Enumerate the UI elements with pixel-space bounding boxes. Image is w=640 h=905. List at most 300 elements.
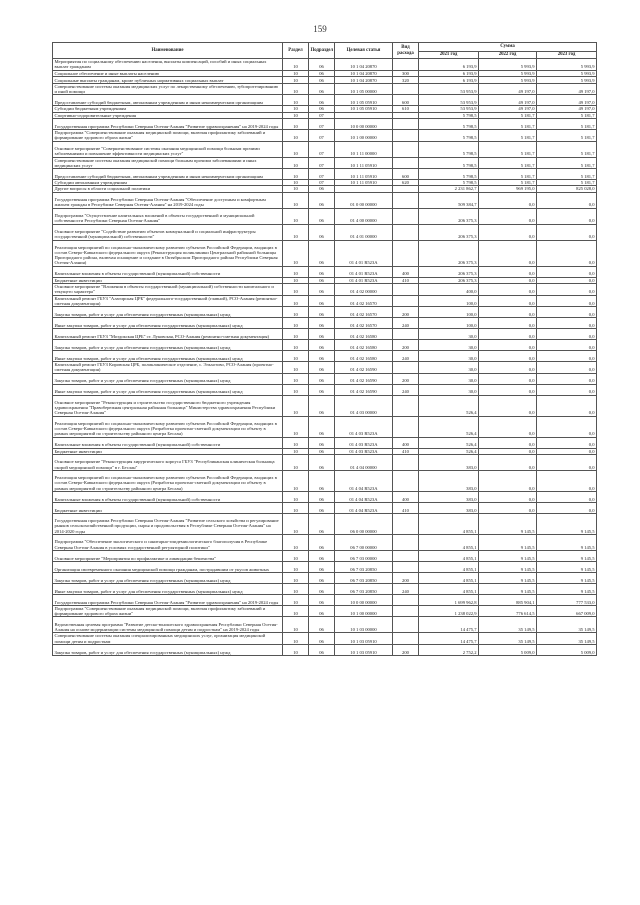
row-name: Бюджетные инвестиции	[53, 277, 283, 283]
table-row	[53, 129, 597, 141]
row-sum-2021: 5 798,5	[419, 118, 479, 129]
row-subsection: 06	[309, 550, 335, 561]
header-target: Целевая статья	[335, 43, 393, 59]
row-target: 10 1 04 20870	[335, 70, 393, 76]
table-row	[53, 645, 597, 656]
row-sum-2022: 0,0	[479, 266, 537, 277]
row-expense	[393, 129, 419, 141]
row-section: 10	[283, 550, 309, 561]
row-section: 10	[283, 169, 309, 180]
row-sum-2021: 206 375,3	[419, 266, 479, 277]
row-subsection: 06	[309, 318, 335, 329]
row-sum-2022: 969 195,0	[479, 186, 537, 192]
row-target: 10 1 04 20870	[335, 76, 393, 83]
row-section: 10	[283, 192, 309, 208]
row-expense: 600	[393, 95, 419, 106]
row-subsection: 06	[309, 534, 335, 550]
row-target: 10 1 05 05910	[335, 95, 393, 106]
row-target: 01 4 04 R523A	[335, 502, 393, 513]
row-target: 10 1 11 00000	[335, 141, 393, 157]
table-row	[53, 318, 597, 329]
row-subsection: 06	[309, 186, 335, 192]
row-target: 06 0 00 00000	[335, 513, 393, 534]
row-sum-2022: 9 145,5	[479, 572, 537, 583]
row-sum-2023: 5 009,0	[537, 645, 597, 656]
row-sum-2022: 0,0	[479, 277, 537, 283]
row-name: Капитальный ремонт ГБУЗ "Моздокская ЦРБ" ст. Луковская, РСО-Алания (ремонтно-сметная документация)	[53, 329, 283, 340]
table-row	[53, 208, 597, 224]
row-expense	[393, 192, 419, 208]
row-name: Основное мероприятие "Вложения в объекты государственной (муниципальной) собственности капитального и текущего характера"	[53, 283, 283, 295]
row-sum-2023: 825 028,0	[537, 186, 597, 192]
row-sum-2023: 35 149,5	[537, 633, 597, 645]
row-section: 10	[283, 283, 309, 295]
row-name: Капитальные вложения в объекты государственной (муниципальной) собственности	[53, 491, 283, 502]
row-sum-2021: 4 855,1	[419, 583, 479, 594]
row-sum-2022: 0,0	[479, 192, 537, 208]
row-name: Основное мероприятие "Совершенствование системы оказания медицинской помощи больным прочими заболеваниями и повышение эффективности медицинских услуг"	[53, 141, 283, 157]
table-row	[53, 594, 597, 605]
row-target: 06 7 03 20850	[335, 583, 393, 594]
row-section: 10	[283, 180, 309, 186]
row-sum-2023: 5 181,7	[537, 141, 597, 157]
row-section: 10	[283, 329, 309, 340]
row-target: 01 4 03 00000	[335, 395, 393, 416]
row-name: Государственная программа Республики Северная Осетия-Алания "Развитие здравоохранения" на 2019-2024 годы	[53, 594, 283, 605]
row-target: 01 4 02 16590	[335, 384, 393, 395]
table-row	[53, 395, 597, 416]
row-subsection: 06	[309, 224, 335, 240]
row-sum-2023: 0,0	[537, 437, 597, 448]
row-sum-2022: 5 181,7	[479, 180, 537, 186]
row-target: 01 4 04 00000	[335, 454, 393, 470]
row-section: 10	[283, 395, 309, 416]
row-subsection: 06	[309, 454, 335, 470]
row-name: Бюджетные инвестиции	[53, 502, 283, 513]
row-section: 10	[283, 95, 309, 106]
row-sum-2022: 0,0	[479, 295, 537, 307]
row-sum-2022: 0,0	[479, 373, 537, 384]
table-row	[53, 329, 597, 340]
row-sum-2023: 49 197,0	[537, 106, 597, 112]
row-subsection: 06	[309, 95, 335, 106]
row-subsection: 06	[309, 351, 335, 362]
page-number: 159	[313, 24, 327, 34]
row-subsection: 06	[309, 76, 335, 83]
row-target: 01 4 04 R523A	[335, 491, 393, 502]
row-name: Закупка товаров, работ и услуг для обеспечения государственных (муниципальных) нужд	[53, 572, 283, 583]
row-name: Иные закупки товаров, работ и услуг для обеспечения государственных (муниципальных) нужд	[53, 318, 283, 329]
row-name: Реализация мероприятий по социально-экономическому развитию субъектов Российской Федерации, входящих в состав Северо-Кавказского федерального округа (Реконструкция поликлиники Центральной районной больницы Пригородного района, включая оснащение и создание в Октябрьском Пригородного района Республики Северная Осетия-Алания)	[53, 240, 283, 266]
row-subsection: 06	[309, 617, 335, 633]
row-sum-2022: 9 145,5	[479, 583, 537, 594]
table-row	[53, 295, 597, 307]
row-section: 10	[283, 318, 309, 329]
row-sum-2022: 5 181,7	[479, 141, 537, 157]
row-expense: 200	[393, 645, 419, 656]
row-section: 10	[283, 129, 309, 141]
row-target: 01 4 02 16580	[335, 351, 393, 362]
row-target: 01 4 02 16570	[335, 318, 393, 329]
table-row	[53, 224, 597, 240]
row-sum-2022: 9 145,5	[479, 550, 537, 561]
row-sum-2021: 206 375,3	[419, 240, 479, 266]
row-expense	[393, 605, 419, 617]
row-section: 10	[283, 277, 309, 283]
row-sum-2023: 35 149,5	[537, 617, 597, 633]
row-sum-2021: 5 798,5	[419, 169, 479, 180]
row-expense	[393, 416, 419, 437]
row-name: Основное мероприятие "Реконструкция и строительство государственного бюджетного учреждения здравоохранения "Правобережная центральная районная больница" Министерства здравоохранения Республики Северная Осетия-Алания"	[53, 395, 283, 416]
row-subsection: 06	[309, 277, 335, 283]
row-subsection: 06	[309, 70, 335, 76]
row-sum-2022: 0,0	[479, 208, 537, 224]
table-header	[53, 43, 597, 59]
row-expense: 200	[393, 340, 419, 351]
row-section: 10	[283, 106, 309, 112]
row-sum-2022: 5 181,7	[479, 129, 537, 141]
row-sum-2023: 5 181,7	[537, 118, 597, 129]
row-sum-2022: 49 197,0	[479, 95, 537, 106]
row-target: 01 4 02 16570	[335, 307, 393, 318]
row-name: Основное мероприятие "Содействие развитию объектов коммунальной и социальной инфраструктуры государственной (муниципальной) собственности"	[53, 224, 283, 240]
row-subsection: 06	[309, 502, 335, 513]
row-section: 10	[283, 534, 309, 550]
row-target: 01 4 02 00000	[335, 283, 393, 295]
row-sum-2022: 0,0	[479, 448, 537, 454]
row-sum-2022: 5 181,7	[479, 157, 537, 169]
row-target: 01 4 02 16570	[335, 295, 393, 307]
row-sum-2021: 206 375,3	[419, 277, 479, 283]
row-sum-2023: 0,0	[537, 208, 597, 224]
row-section: 10	[283, 118, 309, 129]
row-expense	[393, 470, 419, 491]
row-target: 10 1 03 05910	[335, 633, 393, 645]
row-name: Иные закупки товаров, работ и услуг для обеспечения государственных (муниципальных) нужд	[53, 351, 283, 362]
row-name: Основное мероприятие "Мероприятия по профилактике и ликвидации бешенства"	[53, 550, 283, 561]
row-sum-2023: 0,0	[537, 384, 597, 395]
row-target: 06 7 03 20850	[335, 572, 393, 583]
row-expense: 610	[393, 106, 419, 112]
row-subsection: 07	[309, 180, 335, 186]
header-subsection: Подраздел	[309, 43, 335, 59]
row-name: Мероприятия по социальному обеспечению населения, выплаты компенсаций, пособий и иных социальных выплат гражданам	[53, 59, 283, 71]
row-sum-2023: 5 181,7	[537, 169, 597, 180]
row-section: 10	[283, 561, 309, 572]
budget-table	[52, 42, 597, 656]
row-target: 01 4 01 R523A	[335, 266, 393, 277]
row-target: 01 4 03 R523A	[335, 416, 393, 437]
row-expense: 200	[393, 307, 419, 318]
row-expense: 410	[393, 277, 419, 283]
row-sum-2022: 0,0	[479, 384, 537, 395]
row-target: 01 4 01 00000	[335, 224, 393, 240]
row-name: Подпрограмма "Совершенствование оказания медицинской помощи, включая профилактику заболеваний и формирование здорового образа жизни"	[53, 605, 283, 617]
table-row	[53, 141, 597, 157]
row-sum-2021: 30,0	[419, 351, 479, 362]
row-sum-2022: 35 149,5	[479, 633, 537, 645]
row-subsection: 07	[309, 157, 335, 169]
row-sum-2023: 0,0	[537, 502, 597, 513]
row-sum-2021: 2 752,2	[419, 645, 479, 656]
row-expense	[393, 617, 419, 633]
row-name: Ведомственная целевая программа "Развитие детско-юношеского здравоохранения Республики Северная Осетия-Алания на основе модернизации системы медицинской помощи детям и подросткам" на 2019-2024 годы	[53, 617, 283, 633]
row-target: 01 4 02 16590	[335, 373, 393, 384]
row-expense	[393, 283, 419, 295]
row-name: Капитальный ремонт ГБУЗ Кировская ЦРБ, поликлиническое отделение, с. Эльхотово, РСО-Алания (проектно-сметная документация)	[53, 362, 283, 374]
row-target: 10 0 00 00000	[335, 118, 393, 129]
row-sum-2021: 4 855,1	[419, 513, 479, 534]
row-expense: 240	[393, 384, 419, 395]
row-section: 10	[283, 59, 309, 71]
row-sum-2023: 9 145,5	[537, 513, 597, 534]
table-row	[53, 513, 597, 534]
row-sum-2023: 9 145,5	[537, 583, 597, 594]
row-target: 01 4 02 16580	[335, 329, 393, 340]
row-name: Предоставление субсидий бюджетным, автономным учреждениям и иным некоммерческим организациям	[53, 169, 283, 180]
row-sum-2021: 526,4	[419, 448, 479, 454]
row-expense: 400	[393, 266, 419, 277]
row-name: Реализация мероприятий по социально-экономическому развитию субъектов Российской Федерации, входящих в состав Северо-Кавказского федерального округа (Разработка проектно-сметной документации по объекту в рамках мероприятий по строительству районного центра Беслан)	[53, 416, 283, 437]
row-sum-2023: 0,0	[537, 266, 597, 277]
row-expense: 240	[393, 351, 419, 362]
table-row	[53, 470, 597, 491]
row-section: 10	[283, 362, 309, 374]
row-target: 10 1 05 05910	[335, 106, 393, 112]
row-sum-2022: 5 181,7	[479, 118, 537, 129]
row-sum-2023: 0,0	[537, 329, 597, 340]
row-sum-2023: 5 181,7	[537, 112, 597, 118]
table-row	[53, 491, 597, 502]
row-name: Социальные выплаты гражданам, кроме публичных нормативных социальных выплат	[53, 76, 283, 83]
row-target: 06 7 03 00000	[335, 550, 393, 561]
table-row	[53, 351, 597, 362]
row-sum-2023: 5 993,9	[537, 76, 597, 83]
row-sum-2021: 53 953,9	[419, 95, 479, 106]
row-sum-2022: 49 197,0	[479, 106, 537, 112]
row-name: Государственная программа Республики Северная Осетия-Алания "Обеспечение доступным и комфортным жильем граждан в Республике Северная Осетия-Алания" на 2019-2024 годы	[53, 192, 283, 208]
row-subsection: 06	[309, 561, 335, 572]
row-expense	[393, 83, 419, 95]
row-sum-2021: 6 193,9	[419, 59, 479, 71]
row-subsection: 06	[309, 513, 335, 534]
row-expense	[393, 240, 419, 266]
row-target: 06 7 00 00000	[335, 534, 393, 550]
row-section: 10	[283, 208, 309, 224]
row-subsection: 07	[309, 118, 335, 129]
row-target: 01 4 03 R523A	[335, 448, 393, 454]
row-sum-2022: 5 993,9	[479, 76, 537, 83]
row-sum-2021: 206 375,3	[419, 224, 479, 240]
row-sum-2023: 0,0	[537, 454, 597, 470]
row-target: 10 1 03 00000	[335, 617, 393, 633]
row-sum-2023: 0,0	[537, 351, 597, 362]
row-sum-2021: 4 855,1	[419, 561, 479, 572]
row-subsection: 06	[309, 605, 335, 617]
row-sum-2023: 0,0	[537, 318, 597, 329]
row-name: Социальное обеспечение и иные выплаты населению	[53, 70, 283, 76]
table-row	[53, 583, 597, 594]
row-target: 01 4 03 R523A	[335, 437, 393, 448]
row-expense: 600	[393, 169, 419, 180]
row-section: 10	[283, 340, 309, 351]
header-sum: Сумма	[419, 43, 597, 52]
row-sum-2021: 14 475,7	[419, 617, 479, 633]
row-target: 01 4 02 16580	[335, 340, 393, 351]
row-subsection: 06	[309, 106, 335, 112]
row-subsection: 06	[309, 448, 335, 454]
row-section: 10	[283, 76, 309, 83]
row-name: Закупка товаров, работ и услуг для обеспечения государственных (муниципальных) нужд	[53, 340, 283, 351]
row-expense	[393, 224, 419, 240]
row-sum-2022: 776 614,5	[479, 605, 537, 617]
row-subsection: 07	[309, 129, 335, 141]
row-sum-2021: 1 699 962,8	[419, 594, 479, 605]
row-expense	[393, 594, 419, 605]
row-sum-2023: 9 145,5	[537, 561, 597, 572]
row-sum-2022: 0,0	[479, 362, 537, 374]
row-subsection: 06	[309, 491, 335, 502]
header-year-2023: 2023 год	[537, 52, 597, 59]
row-section: 10	[283, 307, 309, 318]
table-row	[53, 59, 597, 71]
row-section: 10	[283, 224, 309, 240]
table-row	[53, 240, 597, 266]
row-section: 10	[283, 266, 309, 277]
row-target: 10 1 00 00000	[335, 129, 393, 141]
row-sum-2021: 5 798,5	[419, 141, 479, 157]
row-section: 10	[283, 112, 309, 118]
row-sum-2021: 383,0	[419, 502, 479, 513]
row-subsection: 06	[309, 283, 335, 295]
row-sum-2023: 0,0	[537, 340, 597, 351]
row-expense: 200	[393, 572, 419, 583]
row-sum-2023: 0,0	[537, 192, 597, 208]
row-sum-2022: 0,0	[479, 283, 537, 295]
row-subsection: 06	[309, 295, 335, 307]
row-sum-2022: 0,0	[479, 329, 537, 340]
row-sum-2023: 5 181,7	[537, 129, 597, 141]
row-sum-2021: 526,4	[419, 395, 479, 416]
row-section: 10	[283, 240, 309, 266]
row-target: 06 7 03 20850	[335, 561, 393, 572]
row-section: 10	[283, 416, 309, 437]
row-section: 10	[283, 70, 309, 76]
row-name: Капитальные вложения в объекты государственной (муниципальной) собственности	[53, 437, 283, 448]
row-sum-2021: 53 953,9	[419, 106, 479, 112]
table-row	[53, 437, 597, 448]
row-subsection: 06	[309, 192, 335, 208]
row-sum-2021: 30,0	[419, 362, 479, 374]
row-sum-2023: 49 197,0	[537, 95, 597, 106]
row-sum-2023: 0,0	[537, 240, 597, 266]
row-subsection: 07	[309, 169, 335, 180]
row-sum-2021: 4 855,1	[419, 572, 479, 583]
row-sum-2021: 2 231 862,7	[419, 186, 479, 192]
row-sum-2022: 0,0	[479, 307, 537, 318]
table-row	[53, 340, 597, 351]
row-subsection: 06	[309, 594, 335, 605]
row-sum-2022: 0,0	[479, 351, 537, 362]
row-name: Подпрограмма "Обеспечение экологического и санитарно-эпидемиологического благополучия в Республике Северная Осетия-Алания в условиях государственной регуляторной политики"	[53, 534, 283, 550]
row-sum-2022: 0,0	[479, 454, 537, 470]
row-sum-2023: 0,0	[537, 395, 597, 416]
row-sum-2022: 0,0	[479, 340, 537, 351]
row-subsection: 06	[309, 583, 335, 594]
row-sum-2021: 6 193,9	[419, 76, 479, 83]
row-target: 01 4 04 R523A	[335, 470, 393, 491]
table-row	[53, 454, 597, 470]
row-name: Иные закупки товаров, работ и услуг для обеспечения государственных (муниципальных) нужд	[53, 384, 283, 395]
row-sum-2022: 0,0	[479, 491, 537, 502]
row-sum-2021: 526,4	[419, 437, 479, 448]
table-row	[53, 283, 597, 295]
row-sum-2021: 53 953,9	[419, 83, 479, 95]
row-subsection: 06	[309, 384, 335, 395]
row-sum-2022: 0,0	[479, 437, 537, 448]
row-name: Спортивно-оздоровительные учреждения	[53, 112, 283, 118]
row-subsection: 06	[309, 208, 335, 224]
row-expense	[393, 633, 419, 645]
table-row	[53, 169, 597, 180]
row-target: 01 0 00 00000	[335, 192, 393, 208]
row-sum-2023: 5 181,7	[537, 180, 597, 186]
row-target: 10 1 05 00000	[335, 83, 393, 95]
row-name: Закупка товаров, работ и услуг для обеспечения государственных (муниципальных) нужд	[53, 373, 283, 384]
row-section: 10	[283, 645, 309, 656]
row-expense	[393, 295, 419, 307]
row-sum-2023: 777 533,0	[537, 594, 597, 605]
row-section: 10	[283, 605, 309, 617]
row-subsection: 06	[309, 416, 335, 437]
row-section: 10	[283, 384, 309, 395]
row-sum-2021: 5 798,5	[419, 129, 479, 141]
row-sum-2022: 0,0	[479, 240, 537, 266]
row-expense: 240	[393, 583, 419, 594]
row-sum-2023: 0,0	[537, 362, 597, 374]
row-sum-2021: 509 384,7	[419, 192, 479, 208]
row-expense	[393, 208, 419, 224]
row-sum-2021: 30,0	[419, 329, 479, 340]
row-subsection: 06	[309, 266, 335, 277]
row-sum-2023: 0,0	[537, 307, 597, 318]
table-row	[53, 416, 597, 437]
row-sum-2022: 0,0	[479, 395, 537, 416]
row-sum-2021: 383,0	[419, 491, 479, 502]
header-year-2022: 2022 год	[479, 52, 537, 59]
row-sum-2023: 0,0	[537, 491, 597, 502]
row-target: 10 0 00 00000	[335, 594, 393, 605]
table-row	[53, 534, 597, 550]
row-subsection: 06	[309, 362, 335, 374]
row-subsection: 07	[309, 141, 335, 157]
row-target: 10 1 11 05910	[335, 157, 393, 169]
row-name: Организация своевременного оказания медицинской помощи гражданам, пострадавшим от укусов животных	[53, 561, 283, 572]
row-section: 10	[283, 583, 309, 594]
row-target: 10 1 00 00000	[335, 605, 393, 617]
row-name: Субсидии бюджетным учреждениям	[53, 106, 283, 112]
row-section: 10	[283, 454, 309, 470]
row-subsection: 06	[309, 395, 335, 416]
table-row	[53, 83, 597, 95]
row-name: Закупка товаров, работ и услуг для обеспечения государственных (муниципальных) нужд	[53, 645, 283, 656]
row-sum-2021: 526,4	[419, 416, 479, 437]
row-name: Иные закупки товаров, работ и услуг для обеспечения государственных (муниципальных) нужд	[53, 583, 283, 594]
row-expense	[393, 157, 419, 169]
row-subsection: 06	[309, 329, 335, 340]
header-name: Наименование	[53, 43, 283, 59]
table-row	[53, 572, 597, 583]
